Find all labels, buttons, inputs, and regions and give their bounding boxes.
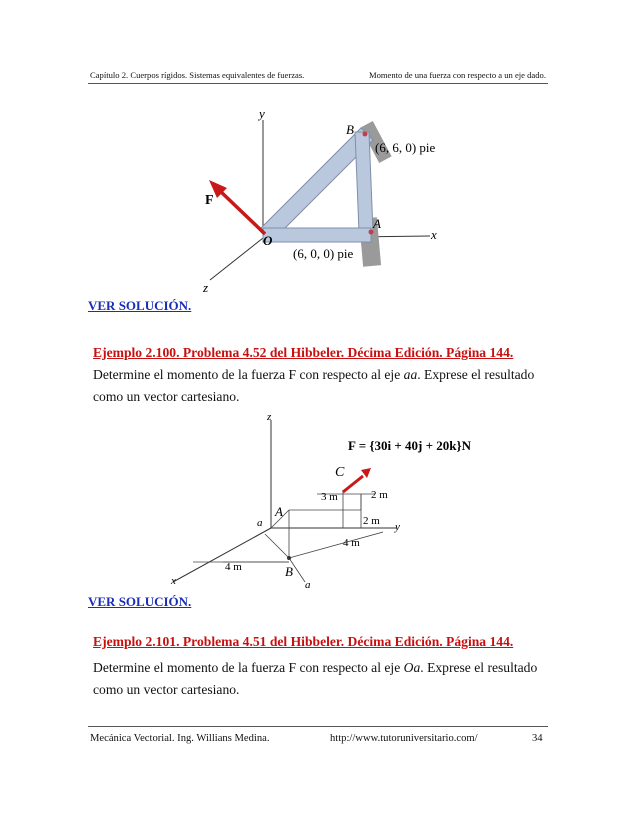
fig1-point-o: O [263, 233, 273, 248]
axis-name-oa: Oa [403, 660, 421, 675]
footer-author: Mecánica Vectorial. Ing. Willians Medina. [90, 733, 270, 744]
example-2-100-title: Ejemplo 2.100. Problema 4.52 del Hibbeler. Décima Edición. Página 144. [93, 345, 514, 360]
fig1-coord-a: (6, 0, 0) pie [293, 246, 354, 261]
view-solution-link-1[interactable]: VER SOLUCIÓN. [88, 298, 192, 313]
fig1-point-b: B [346, 122, 354, 137]
point-b-dot [287, 556, 291, 560]
view-solution-link-2[interactable]: VER SOLUCIÓN. [88, 594, 192, 609]
fig1-x-label: x [431, 227, 437, 242]
pin-b [363, 132, 368, 137]
page-number: 34 [532, 733, 543, 744]
fig2-y-label: y [395, 521, 400, 533]
fig1-force-label: F [205, 193, 214, 208]
example-2-101-statement [93, 657, 548, 701]
fig2-dim-2m-top: 2 m [371, 489, 388, 501]
force-arrow-2 [343, 468, 371, 492]
header-rule [88, 83, 548, 84]
fig2-dim-4m-x: 4 m [225, 561, 242, 573]
fig2-label-a-bottom: a [305, 579, 311, 590]
example-2-101-title: Ejemplo 2.101. Problema 4.51 del Hibbeler. Décima Edición. Página 144. [93, 634, 514, 649]
example-2-100-statement [93, 364, 548, 408]
fig1-y-label: y [259, 106, 265, 121]
fig2-z-label: z [267, 411, 272, 423]
statement-text-3: Determine el momento de la fuerza F con respecto al eje [93, 660, 404, 675]
x-axis-line-2 [173, 528, 271, 582]
z-axis-line [210, 238, 263, 280]
fig2-dim-3m: 3 m [321, 491, 338, 503]
header-chapter: Capítulo 2. Cuerpos rígidos. Sistemas equivalentes de fuerzas. [90, 70, 305, 80]
fig1-point-a: A [373, 216, 381, 231]
statement-text-4: . Exprese el resultado como un vector cartesiano. [93, 660, 538, 697]
axis-name-aa: aa [403, 367, 418, 382]
fig2-point-c: C [335, 465, 345, 480]
force-arrow [209, 180, 265, 234]
fig1-coord-b: (6, 6, 0) pie [375, 140, 436, 155]
statement-text-1: Determine el momento de la fuerza F con respecto al eje [93, 367, 404, 382]
figure-frame-force [195, 100, 450, 295]
footer-url[interactable]: http://www.tutoruniversitario.com/ [330, 733, 478, 744]
fig1-z-label: z [203, 280, 209, 295]
fig2-point-a: A [275, 504, 283, 519]
figure-axis-aa [165, 410, 525, 590]
header-topic: Momento de una fuerza con respecto a un eje dado. [368, 70, 546, 80]
fig2-x-label: x [171, 575, 176, 587]
fig2-dim-4m-y: 4 m [343, 537, 360, 549]
statement-text-2: . Exprese el resultado como un vector cartesiano. [93, 367, 535, 404]
fig2-point-b: B [285, 564, 293, 579]
fig2-dim-2m: 2 m [363, 515, 380, 527]
force-equation: F = {30i + 40j + 20k}N [348, 438, 471, 453]
footer-rule [88, 726, 548, 727]
fig2-label-a-top: a [257, 517, 263, 529]
frame-members [259, 128, 373, 242]
